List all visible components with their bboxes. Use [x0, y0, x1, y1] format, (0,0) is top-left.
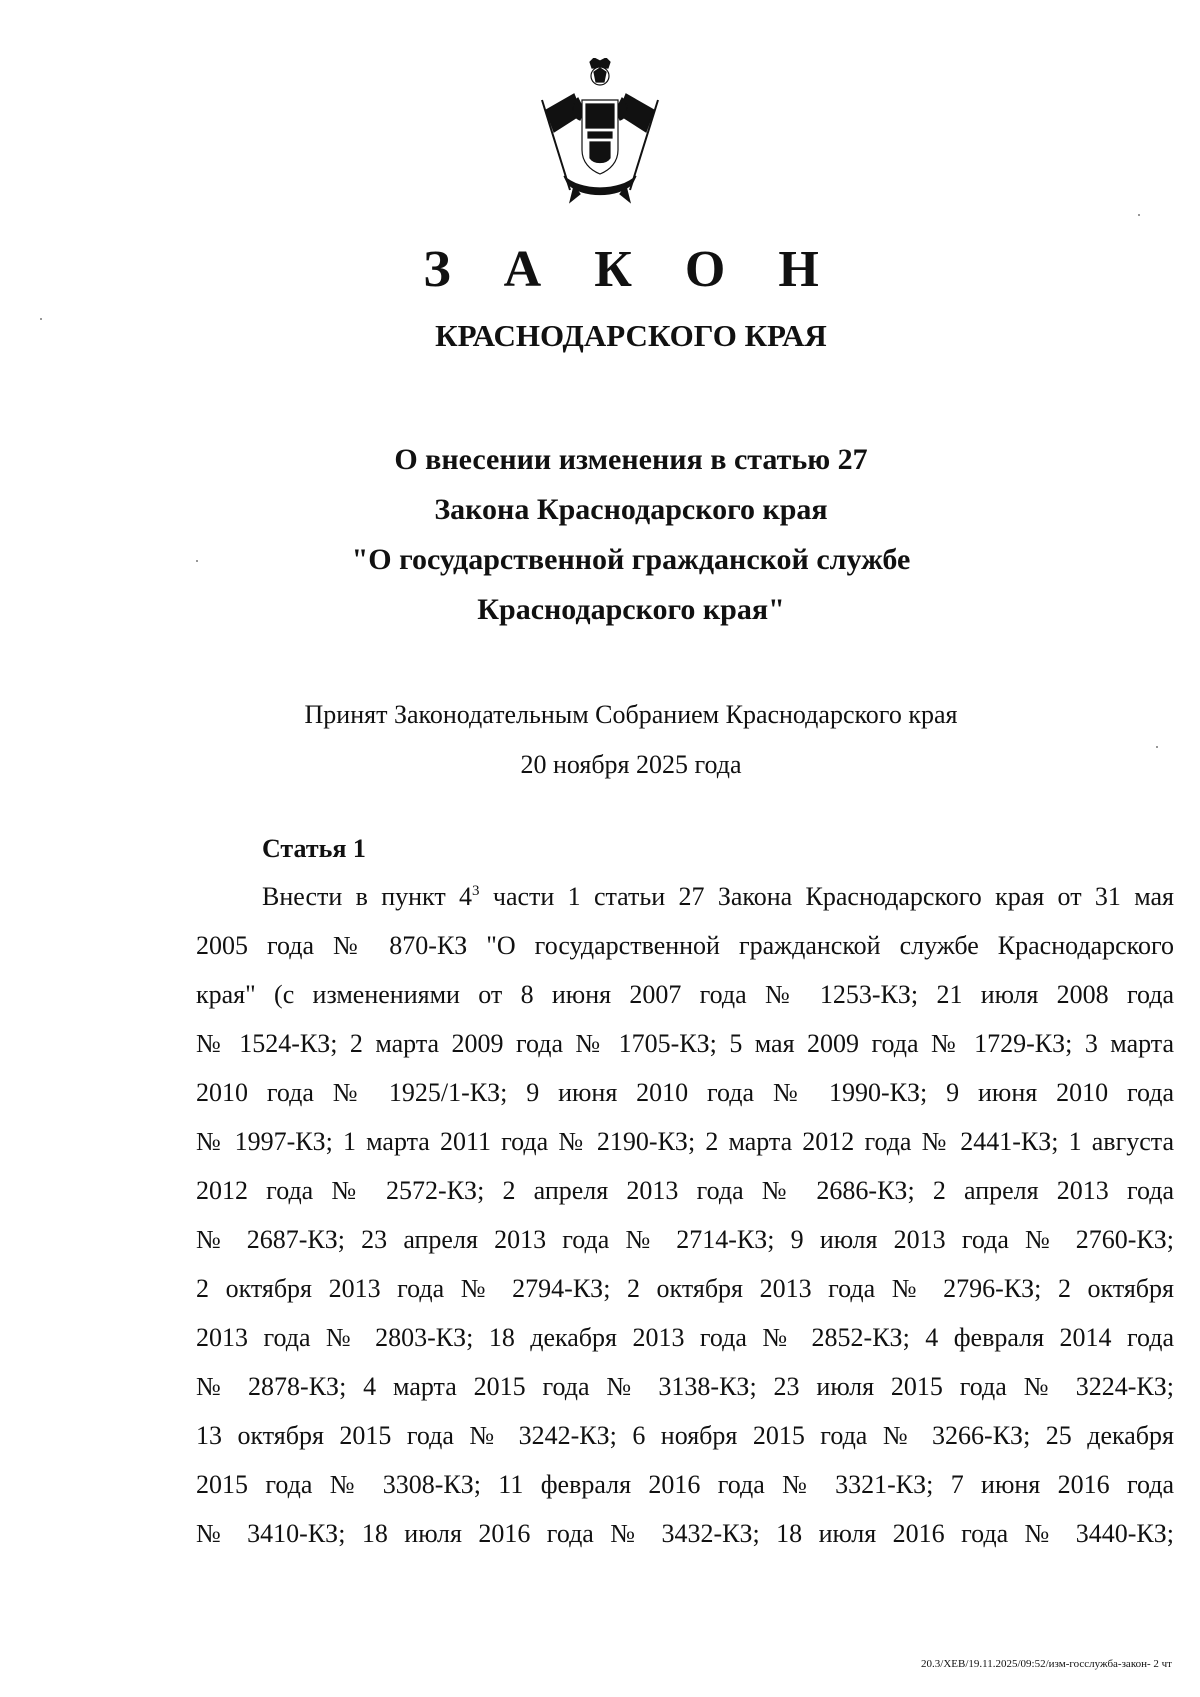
article-line: 2015 года № 3308-КЗ; 11 февраля 2016 года № 3321-КЗ; 7 июня 2016 года [196, 1470, 1174, 1499]
footer-document-code: 20.3/ХЕВ/19.11.2025/09:52/изм-госслужба-закон- 2 чт [921, 1658, 1172, 1670]
article-line: 2 октября 2013 года № 2794-КЗ; 2 октября 2013 года № 2796-КЗ; 2 октября [196, 1274, 1174, 1303]
first-line-end: части 1 статьи 27 Закона Краснодарского края от 31 мая [479, 882, 1175, 911]
article-line: № 3410-КЗ; 18 июля 2016 года № 3432-КЗ; 18 июля 2016 года № 3440-КЗ; [196, 1519, 1174, 1548]
article-heading: Статья 1 [262, 834, 366, 863]
article-line: 2005 года № 870-КЗ "О государственной гражданской службе Краснодарского [196, 931, 1174, 960]
adoption-date: 20 ноября 2025 года [520, 750, 742, 779]
article-line: 2012 года № 2572-КЗ; 2 апреля 2013 года № 2686-КЗ; 2 апреля 2013 года [196, 1176, 1174, 1205]
law-subject [0, 435, 1200, 635]
document-title: З А К О Н [423, 241, 839, 298]
document-region: КРАСНОДАРСКОГО КРАЯ [435, 318, 827, 353]
scan-speck [1156, 746, 1158, 748]
article-line: края" (с изменениями от 8 июня 2007 года № 1253-КЗ; 21 июля 2008 года [196, 980, 1174, 1009]
article-line: 2010 года № 1925/1-КЗ; 9 июня 2010 года № 1990-КЗ; 9 июня 2010 года [196, 1078, 1174, 1107]
article-first-line [196, 872, 1174, 921]
article-line: № 1997-КЗ; 1 марта 2011 года № 2190-КЗ; 2 марта 2012 года № 2441-КЗ; 1 августа [196, 1127, 1174, 1156]
article-line: № 2878-КЗ; 4 марта 2015 года № 3138-КЗ; 23 июля 2015 года № 3224-КЗ; [196, 1372, 1174, 1401]
article-line: 13 октября 2015 года № 3242-КЗ; 6 ноября 2015 года № 3266-КЗ; 25 декабря [196, 1421, 1174, 1450]
first-line-start: Внести в пункт 4 [262, 882, 473, 911]
subject-line: Краснодарского края" [477, 593, 785, 626]
article-line: № 2687-КЗ; 23 апреля 2013 года № 2714-КЗ; 9 июля 2013 года № 2760-КЗ; [196, 1225, 1174, 1254]
subject-line: "О государственной гражданской службе [351, 543, 911, 576]
paragraph-superscript: 3 [472, 883, 480, 899]
article-line: № 1524-КЗ; 2 марта 2009 года № 1705-КЗ; 5 мая 2009 года № 1729-КЗ; 3 марта [196, 1029, 1174, 1058]
article-line: 2013 года № 2803-КЗ; 18 декабря 2013 года № 2852-КЗ; 4 февраля 2014 года [196, 1323, 1174, 1352]
subject-line: О внесении изменения в статью 27 [394, 443, 868, 476]
article-body [196, 872, 1174, 1558]
scan-speck [40, 318, 42, 320]
scan-speck [196, 560, 198, 562]
subject-line: Закона Краснодарского края [434, 493, 828, 526]
adoption-line: Принят Законодательным Собранием Краснодарского края [304, 700, 958, 729]
coat-of-arms-icon [534, 58, 666, 204]
scan-speck [1138, 214, 1140, 216]
adoption-info [0, 690, 1200, 790]
